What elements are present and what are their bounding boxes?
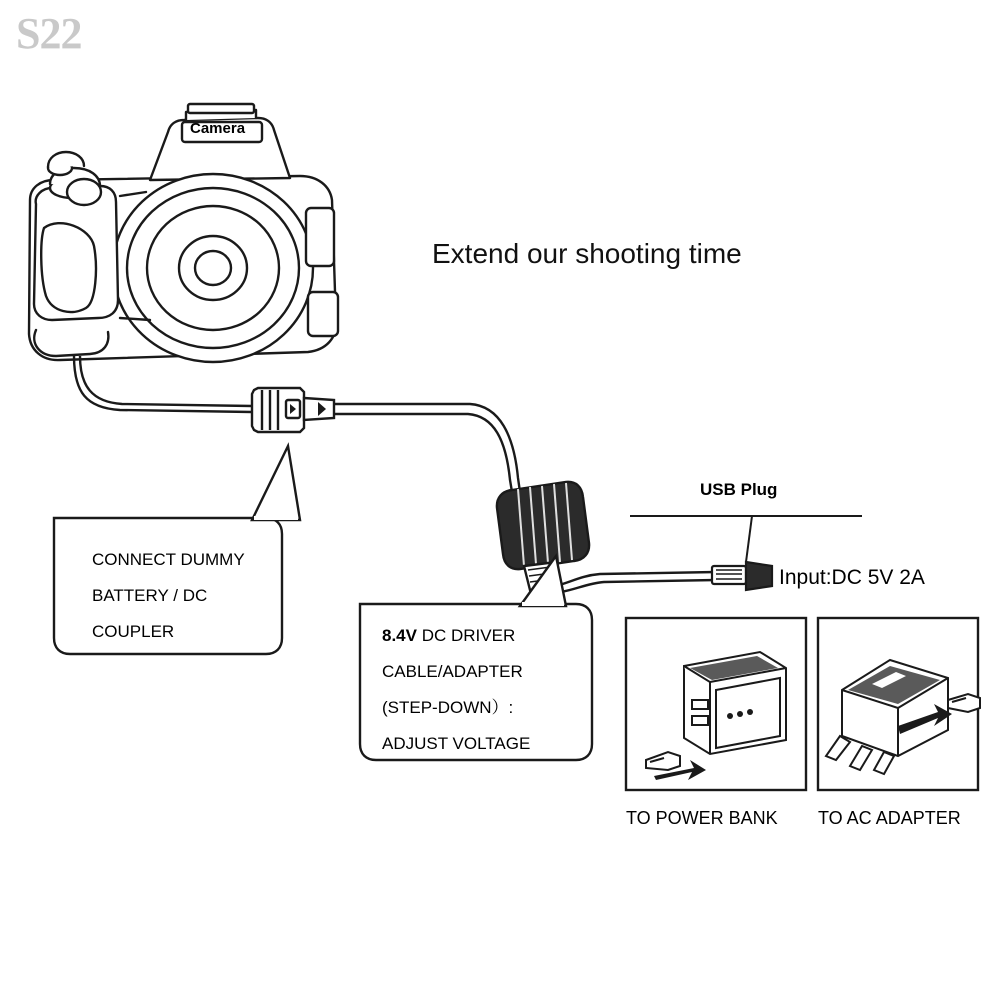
- callout-line: ADJUST VOLTAGE: [382, 734, 531, 753]
- callout-line: BATTERY / DC: [92, 586, 208, 605]
- ac-adapter-thumb-frame: [818, 618, 980, 790]
- callout-line: COUPLER: [92, 622, 175, 641]
- ac-adapter-caption: TO AC ADAPTER: [818, 808, 961, 828]
- camera-label: Camera: [190, 120, 246, 137]
- callout-line: CABLE/ADAPTER: [382, 662, 523, 681]
- callout-line-rest: DC DRIVER: [416, 626, 516, 645]
- callout-line: (STEP-DOWN）:: [382, 698, 514, 717]
- dc-driver-callout-text: [382, 618, 530, 762]
- coupler-to-driver-cable: [334, 404, 520, 492]
- usb-plug-label: USB Plug: [700, 480, 778, 499]
- usb-plug: [712, 562, 772, 590]
- camera-to-coupler-cable: [74, 356, 252, 412]
- camera-illustration: [29, 104, 338, 362]
- usb-plug-leader: [630, 516, 862, 562]
- power-bank-caption: TO POWER BANK: [626, 808, 778, 828]
- callout-line: [382, 618, 530, 654]
- input-spec-label: Input:DC 5V 2A: [779, 566, 925, 589]
- dc-coupler-connector: [252, 388, 334, 432]
- power-bank-thumb-frame: [626, 618, 806, 790]
- voltage-value: 8.4V: [382, 626, 417, 645]
- callout-line: CONNECT DUMMY: [92, 550, 245, 569]
- watermark-s22: S22: [16, 9, 82, 58]
- dummy-battery-callout-text: [92, 542, 245, 650]
- headline-text: Extend our shooting time: [432, 238, 742, 269]
